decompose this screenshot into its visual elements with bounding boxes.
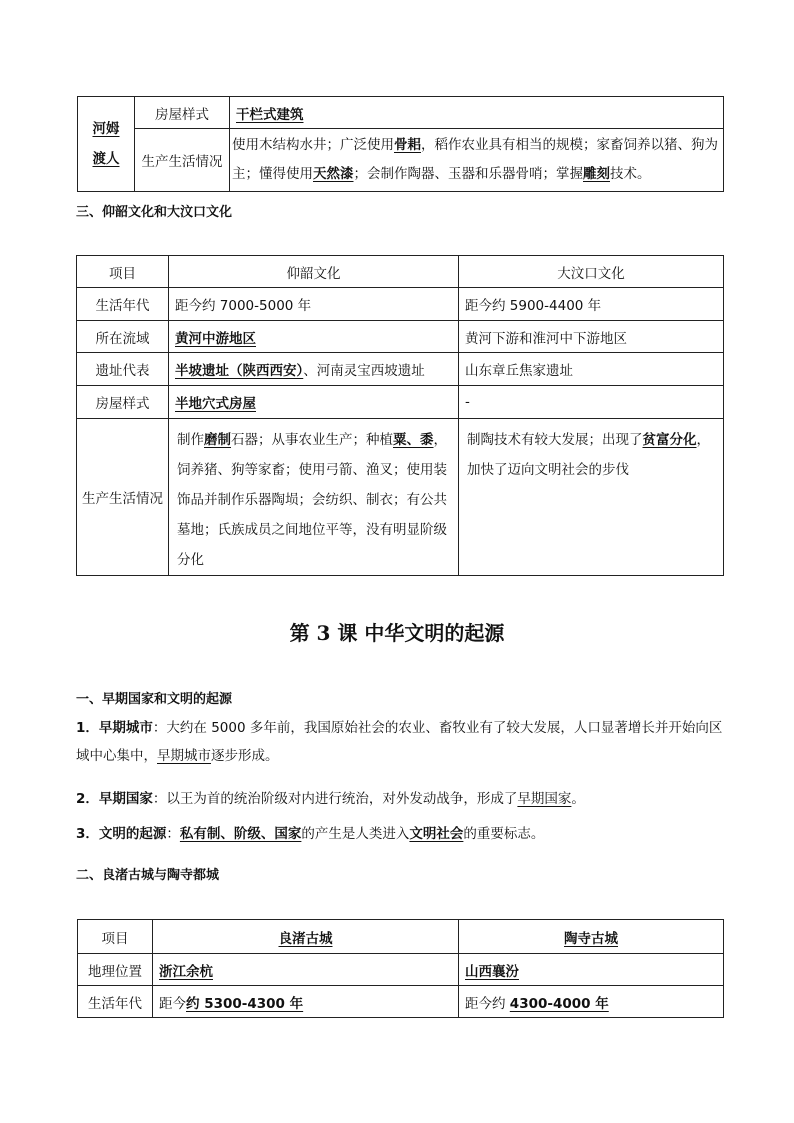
hemudu-house-style: 干栏式建筑 [236,106,304,123]
hemudu-house-label: 房屋样式 [135,97,230,129]
text: 。 [571,791,585,807]
era-liangzhu-cell [153,986,459,1018]
site-label: 遗址代表 [77,353,169,386]
hemudu-name-cell [78,97,135,192]
header-liangzhu-cell [153,920,459,954]
text: 距今约 [465,995,510,1012]
hemudu-table [77,96,724,192]
house-yangshao-cell [169,386,459,419]
era-label: 生活年代 [77,288,169,321]
text: ：以王为首的统治阶级对内进行统治，对外发动战争，形成了 [152,791,518,807]
life-label: 生产生活情况 [77,419,169,576]
paragraph-early-city [76,714,726,770]
text: ： [166,826,180,842]
keyword: 天然漆 [313,166,354,182]
site-yangshao-key: 半坡遗址（陕西西安） [175,363,304,379]
house-yangshao: 半地穴式房屋 [175,396,256,412]
era-taosi-cell [459,986,724,1018]
text: ，加快了迈向文明社会的步伐 [467,432,710,478]
house-label: 房屋样式 [77,386,169,419]
paragraph-early-state [76,785,726,813]
keyword: 早期国家 [517,791,572,807]
location-taosi: 山西襄汾 [465,963,519,980]
keyword: 私有制、阶级、国家 [179,826,302,842]
house-dawenkou: - [459,386,724,419]
keyword: 早期城市 [157,748,211,764]
era-dawenkou: 距今约 5900-4400 年 [459,288,724,321]
text: ，饲养猪、狗等家畜；使用弓箭、渔叉；使用装饰品并制作乐器陶埙；会纺织、制衣；有公共墓地；氏族成员之间地位平等，没有明显阶级分化 [177,432,447,568]
text: 使用木结构水井；广泛使用 [232,137,394,153]
site-yangshao-rest: 、河南灵宝西坡遗址 [303,363,425,379]
keyword: 雕刻 [583,166,610,182]
hemudu-name-line1: 河姆 [92,121,120,137]
basin-yangshao-cell [169,321,459,353]
label: 1．早期城市 [76,720,153,736]
text: 的产生是人类进入 [301,826,410,842]
basin-yangshao: 黄河中游地区 [175,330,256,347]
text: 石器；从事农业生产；种植 [231,432,393,448]
keyword: 骨耜 [394,137,421,153]
liangzhu-taosi-table [77,919,724,1018]
yangshao-dawenkou-table [76,255,724,576]
part2-heading: 二、良渚古城与陶寺都城 [76,868,220,883]
label: 2．早期国家 [76,791,153,807]
section3-heading: 三、仰韶文化和大汶口文化 [76,205,233,220]
hemudu-life-label: 生产生活情况 [135,129,230,192]
keyword: 约 5300-4300 年 [186,995,304,1012]
location-liangzhu-cell [153,954,459,986]
text: 逐步形成。 [211,748,279,764]
hemudu-name-line2: 渡人 [92,151,120,167]
text: ；会制作陶器、玉器和乐器骨哨；掌握 [353,166,583,182]
location-taosi-cell [459,954,724,986]
era-label: 生活年代 [78,986,153,1018]
header-item: 项目 [77,256,169,288]
location-label: 地理位置 [78,954,153,986]
text: ：大约在 5000 多年前，我国原始社会的农业、畜牧业有了较大发展，人口显著增长并开始向区域中心集中， [76,720,723,764]
keyword: 贫富分化 [642,432,697,448]
text: 的重要标志。 [463,826,545,842]
label: 3．文明的起源 [76,826,167,842]
site-dawenkou: 山东章丘焦家遗址 [459,353,724,386]
basin-label: 所在流域 [77,321,169,353]
keyword: 4300-4000 年 [509,995,609,1012]
hemudu-life-value [230,129,724,192]
life-dawenkou [459,419,724,576]
text: 制作 [177,432,204,448]
header-taosi-cell [459,920,724,954]
text: ，稻作农业具有相当的规模；家畜饲养以猪、狗为主；懂得使用 [232,137,718,182]
life-yangshao [169,419,459,576]
keyword: 粟、黍 [393,432,434,448]
hemudu-house-value [230,97,724,129]
text: 技术。 [610,166,651,182]
paragraph-civilization-origin [76,820,726,848]
keyword: 磨制 [204,432,231,448]
site-yangshao-cell [169,353,459,386]
lesson-title: 第 3 课 中华文明的起源 [289,621,505,645]
text: 距今 [159,995,186,1012]
header-yangshao: 仰韶文化 [169,256,459,288]
keyword: 文明社会 [409,826,464,842]
era-yangshao: 距今约 7000-5000 年 [169,288,459,321]
basin-dawenkou: 黄河下游和淮河中下游地区 [459,321,724,353]
header-taosi: 陶寺古城 [564,930,618,947]
text: 制陶技术有较大发展；出现了 [467,432,643,448]
location-liangzhu: 浙江余杭 [159,963,213,980]
header-liangzhu: 良渚古城 [278,930,333,947]
header-item: 项目 [78,920,153,954]
part1-heading: 一、早期国家和文明的起源 [76,692,233,707]
header-dawenkou: 大汶口文化 [459,256,724,288]
